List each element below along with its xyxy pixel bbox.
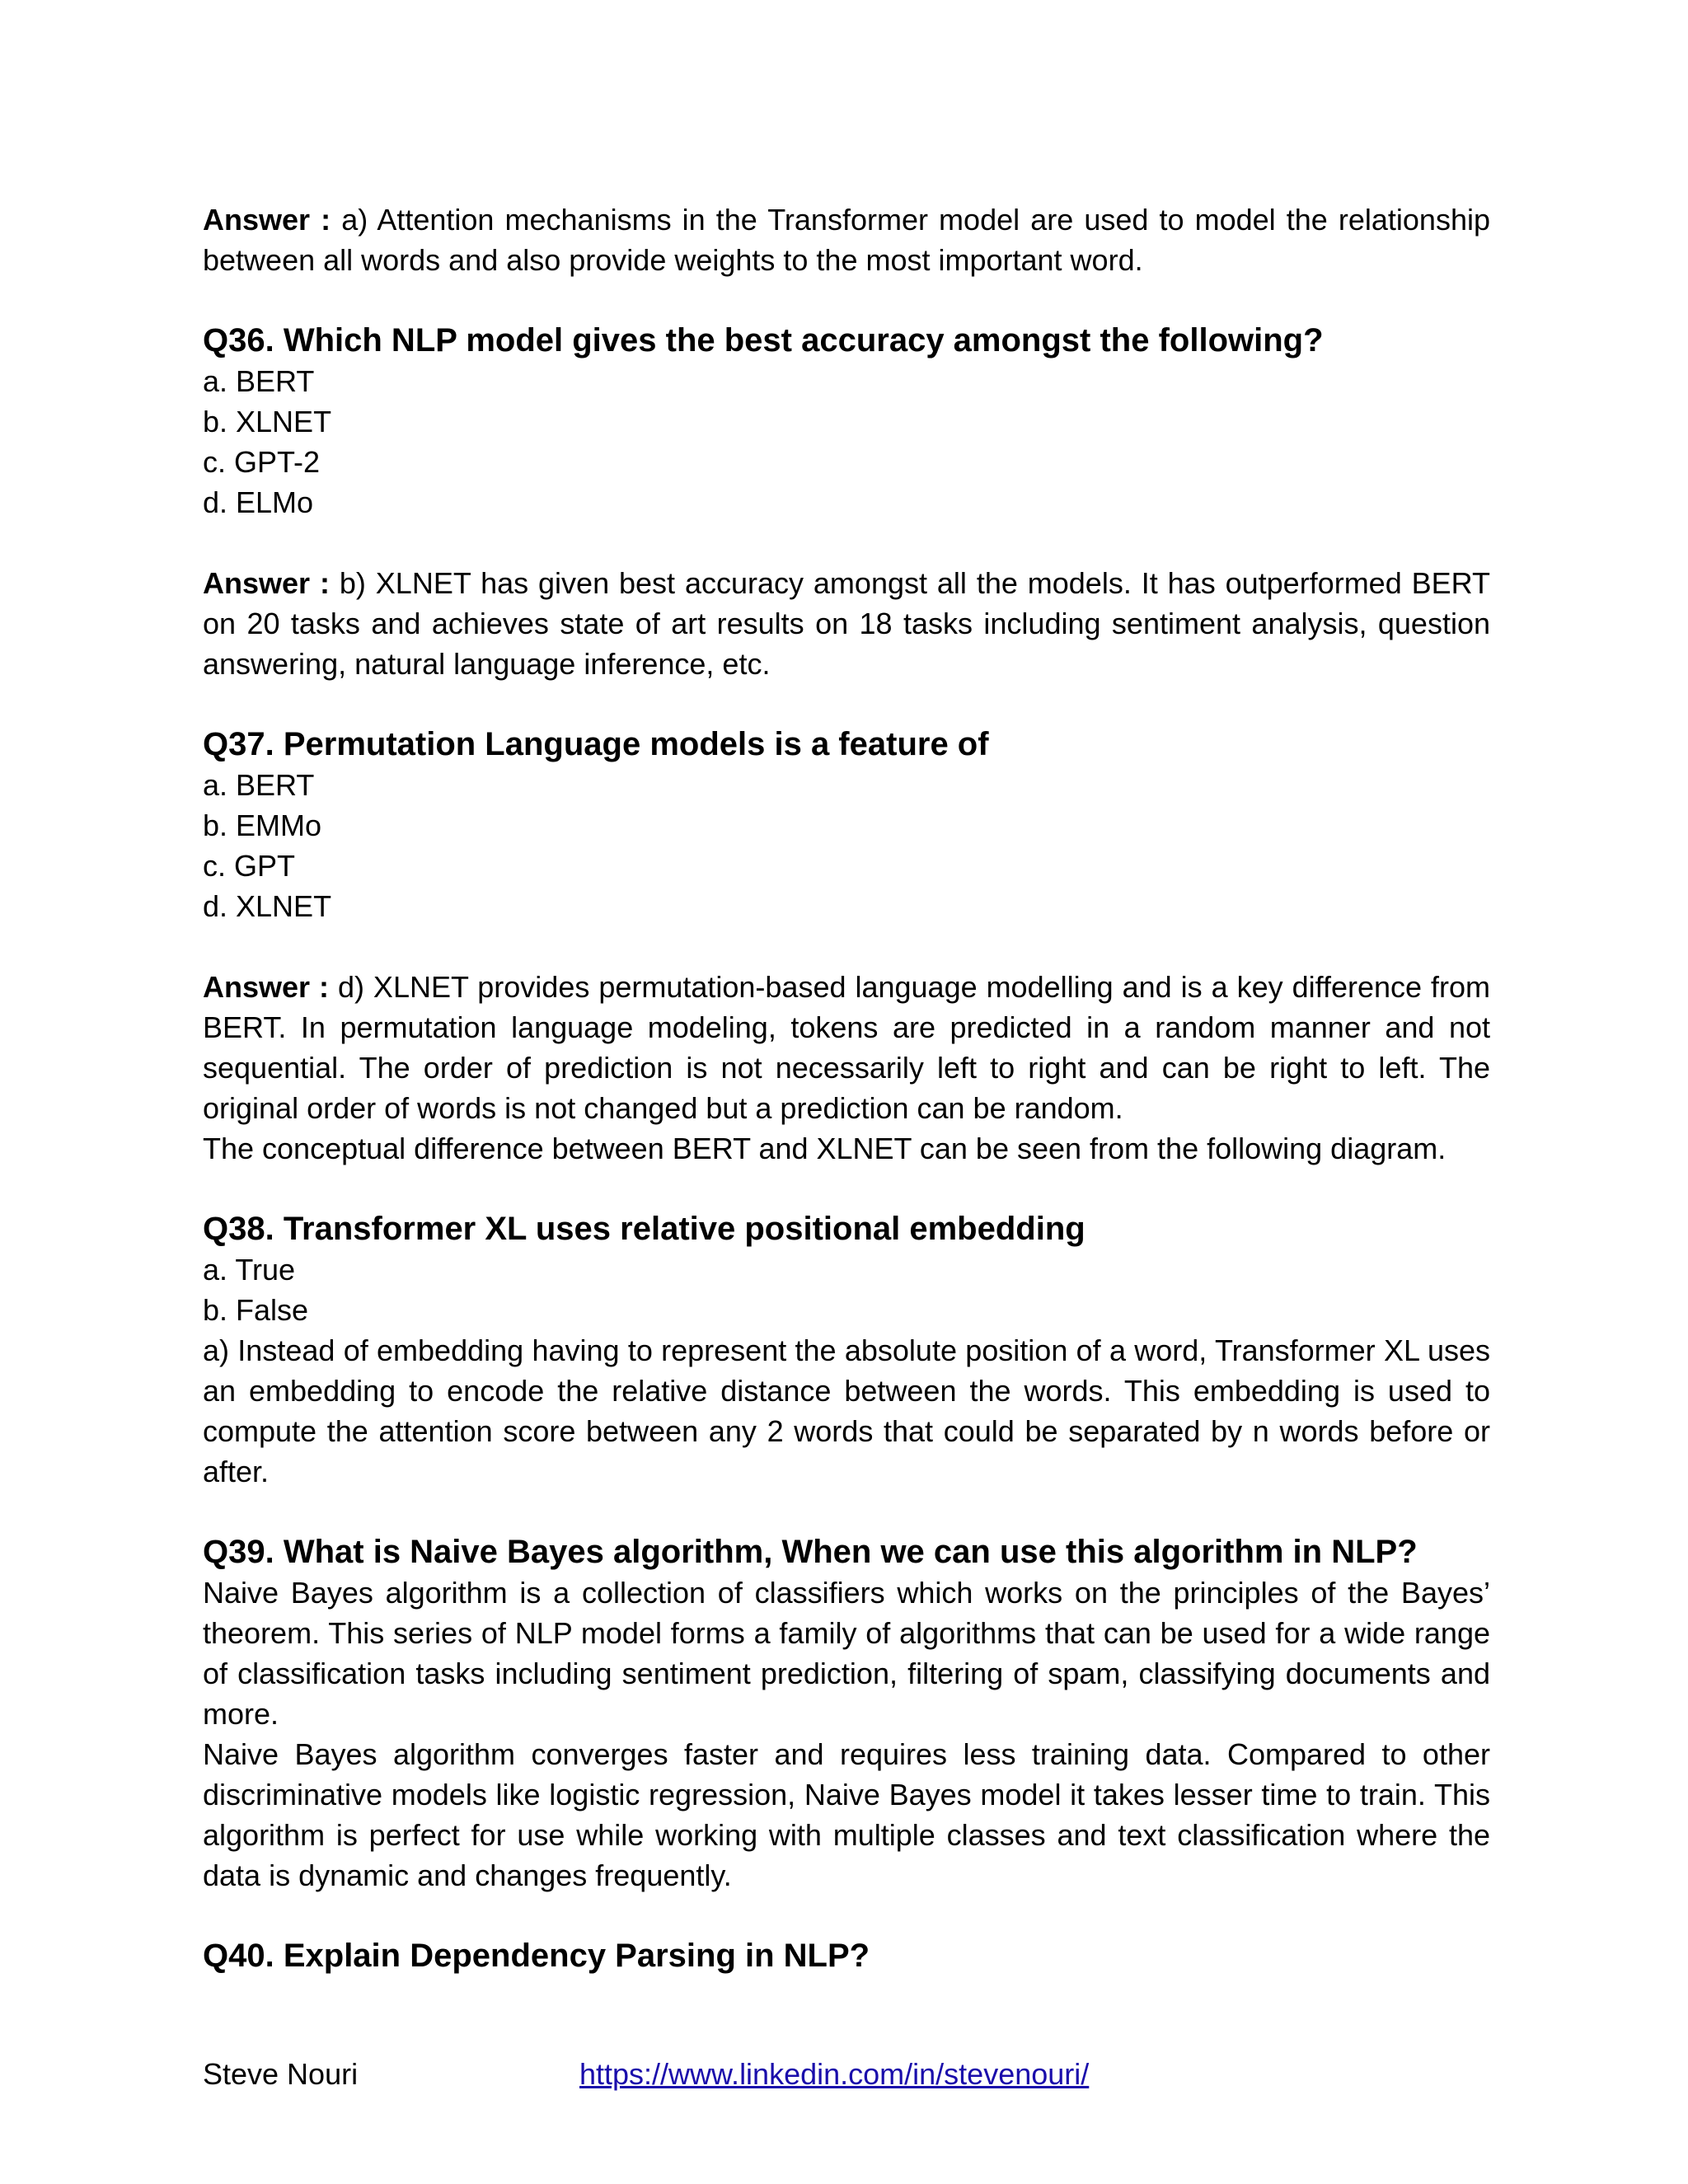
question-q37: Q37. Permutation Language models is a feature of (203, 726, 989, 762)
answer-label: Answer : (203, 566, 330, 600)
question-q38: Q38. Transformer XL uses relative positional embedding (203, 1211, 1085, 1247)
option-c: c. GPT-2 (203, 445, 321, 479)
option-a: a. True (203, 1253, 296, 1286)
option-a: a. BERT (203, 364, 315, 398)
document-body (203, 199, 1490, 1976)
answer-q35 (203, 199, 1490, 280)
option-c: c. GPT (203, 849, 296, 883)
answer-text: a) Attention mechanisms in the Transformer model are used to model the relationship between all words and also provide weights to the most important word. (203, 203, 1490, 277)
question-q40: Q40. Explain Dependency Parsing in NLP? (203, 1938, 870, 1974)
question-q36: Q36. Which NLP model gives the best accuracy amongst the following? (203, 322, 1324, 359)
answer-label: Answer : (203, 970, 329, 1004)
footer-author: Steve Nouri (203, 2057, 359, 2091)
question-q39: Q39. What is Naive Bayes algorithm, When we can use this algorithm in NLP? (203, 1534, 1418, 1570)
option-a: a. BERT (203, 768, 315, 802)
answer-q38: a) Instead of embedding having to represent the absolute position of a word, Transformer XL uses an embedding to encode the relative distance between the words. This embedding is used to compute the attention score between any 2 words that could be separated by n words before or after. (203, 1333, 1490, 1488)
option-b: b. False (203, 1293, 309, 1327)
answer-q39-para2: Naive Bayes algorithm converges faster and requires less training data. Compared to other discriminative models like logistic regression, Naive Bayes model it takes lesser time to train. This algorithm is perfect for use while working with multiple classes and text classification where the data is dynamic and changes frequently. (203, 1737, 1490, 1892)
linkedin-link[interactable]: https://www.linkedin.com/in/stevenouri/ (579, 2057, 1090, 2091)
answer-q39-para1: Naive Bayes algorithm is a collection of classifiers which works on the principles of the Bayes’ theorem. This series of NLP model forms a family of algorithms that can be used for a wide range of classification tasks including sentiment prediction, filtering of spam, classifying documents and more. (203, 1576, 1490, 1731)
answer-text: b) XLNET has given best accuracy amongst all the models. It has outperformed BERT on 20 tasks and achieves state of art results on 18 tasks including sentiment analysis, question answering, natural language inference, etc. (203, 566, 1490, 681)
option-d: d. ELMo (203, 485, 314, 519)
option-b: b. EMMo (203, 808, 322, 842)
answer-text: d) XLNET provides permutation-based language modelling and is a key difference from BERT. In permutation language modeling, tokens are predicted in a random manner and not sequential. The order of prediction is not necessarily left to right and can be right to left. The original order of words is not changed but a prediction can be random. (203, 970, 1490, 1125)
answer-q37 (203, 967, 1490, 1128)
answer-q37-note: The conceptual difference between BERT and XLNET can be seen from the following diagram. (203, 1132, 1447, 1165)
option-d: d. XLNET (203, 889, 332, 923)
answer-label: Answer : (203, 203, 331, 237)
answer-q36 (203, 563, 1490, 684)
page-footer (203, 2054, 1490, 2094)
option-b: b. XLNET (203, 405, 332, 438)
